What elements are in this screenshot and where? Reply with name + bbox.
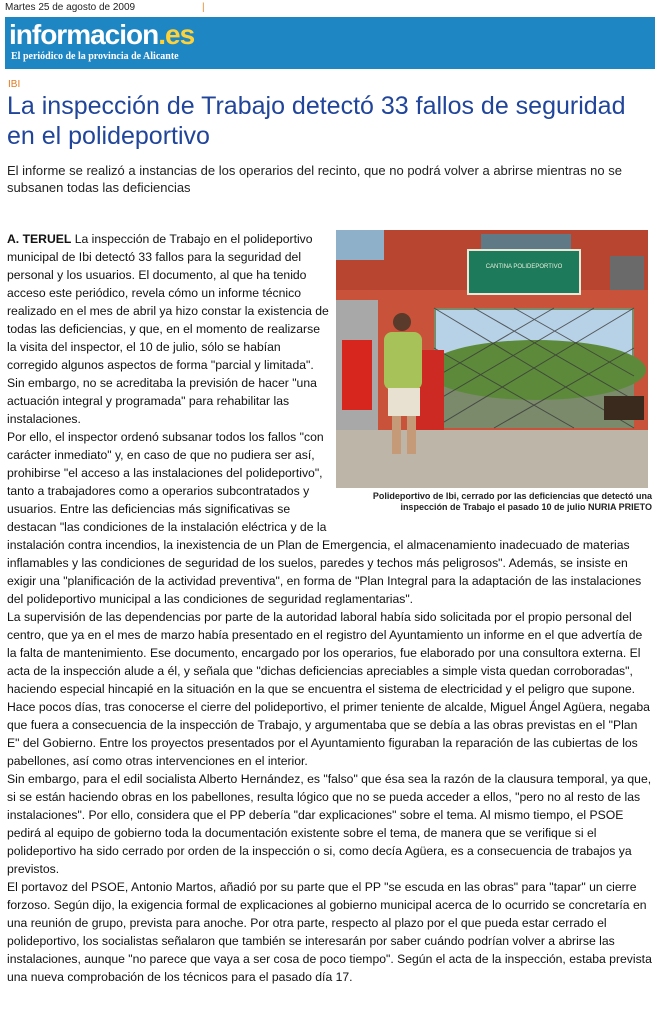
paragraph: Sin embargo, para el edil socialista Alberto Hernández, es "falso" que ésa sea la razón de la clausura temporal, ya que, si se están haciendo obras en los pabellones, resulta lógico que no se pueda acceder a ellos, "pero no al resto de las instalaciones". Por ello, considera que el PP debería "dar explicaciones" sobre el tema. Al mismo tiempo, el PSOE pedirá al equipo de gobierno toda la documentación existente sobre el tema, de manera que se verifique si el polideportivo ha sido cerrado por orden de la inspección o si, como decía Agüera, es a consecuencia de trabajos ya previstos. [7, 772, 652, 876]
masthead [5, 17, 655, 69]
polideportivo-photo [336, 230, 648, 488]
article-subtitle: El informe se realizó a instancias de los operarios del recinto, que no podrá volver a abrirse mientras no se subsanen todas las deficiencias [7, 163, 622, 195]
logo-main: informacion [9, 19, 159, 50]
paragraph: La supervisión de las dependencias por parte de la autoridad laboral había sido solicitada por el propio personal del centro, que ya en el mes de marzo había presentado en el registro del Ayuntamiento un informe en el que advertía de la falta de mantenimiento. Ese documento, encargado por los operarios, fue elaborado por una consultora externa. El acta de la inspección alude a él, y señala que "dichas deficiencias apreciables a simple vista quedan corroboradas", haciendo especial hincapié en la situación en la que se encuentra el sistema de electricidad y el peligro que supone. [7, 610, 643, 696]
dateline-separator: | [202, 2, 205, 13]
article-body [7, 230, 652, 986]
logo-suffix: .es [158, 19, 195, 50]
sign-text: CANTINA POLIDEPORTIVO [485, 264, 563, 270]
paragraph: Por ello, el inspector ordenó subsanar todos los fallos "con carácter inmediato" y, en caso de que no pudiera ser así, prohibirse "el acceso a las instalaciones del polideportivo", tanto a trabajadores como a operarios subcontratados y usuarios. Entre las deficiencias más significativas se destacan "las condiciones de la instalación eléctrica y de la instalación contra incendios, la inexistencia de un Plan de Emergencia, el almacenamiento inadecuado de materias inflamables y las condiciones de seguridad de los suelos, paredes y techos más peligrosos". Además, se insiste en exigir una "planificación de la actividad preventiva", en forma de "Plan Integral para la adaptación de las instalaciones del polideportivo municipal a las condiciones de seguridad reglamentarias". [7, 430, 642, 606]
article-headline: La inspección de Trabajo detectó 33 fallos de seguridad en el polideportivo [7, 92, 626, 150]
section-label: IBI [8, 79, 21, 90]
article-figure [336, 230, 652, 513]
author-byline: A. TERUEL [7, 232, 72, 246]
tagline: El periódico de la provincia de Alicante [11, 51, 179, 62]
paragraph: Hace pocos días, tras conocerse el cierre del polideportivo, el primer teniente de alcalde, Miguel Ángel Agüera, negaba que fuera a consecuencia de la inspección de Trabajo, y argumentaba que se debía a las obras previstas en el "Plan E" del Gobierno. Entre los proyectos presentados por el Ayuntamiento figuraban la reparación de las cubiertas de los pabellones, así como otras intervenciones en el interior. [7, 700, 650, 768]
dateline: Martes 25 de agosto de 2009 [5, 2, 136, 13]
paragraph-text: La inspección de Trabajo en el polideportivo municipal de Ibi detectó 33 fallos para la seguridad del personal y los usuarios. El documento, al que ha tenido acceso este periódico, revela cómo un informe técnico realizado en el mes de abril ya hizo constar la existencia de todas las deficiencias, y que, en el momento de realizarse la visita del inspector, el 10 de julio, sólo se habían corregido algunos aspectos de forma "parcial y limitada". Sin embargo, no se acreditaba la previsión de hacer "una actuación integral y programada" para rehabilitar las instalaciones. [7, 232, 329, 426]
dateline-bar [5, 2, 655, 16]
paragraph: El portavoz del PSOE, Antonio Martos, añadió por su parte que el PP "se escuda en las obras" para "tapar" un cierre forzoso. Según dijo, la exigencia formal de explicaciones al gobierno municipal acerca de lo ocurrido se concretaría en una reunión de grupo, prevista para anoche. Por otra parte, respecto al plazo por el que pueda estar cerrado el polideportivo, los socialistas señalaron que también se interesarán por saber cuándo podrían volver a abrirse las instalaciones, aunque "no parece que vaya a ser cosa de poco tiempo". Según el acta de la inspección, estaba prevista una nueva comprobación de los técnicos para el pasado día 17. [7, 880, 652, 984]
newspaper-logo[interactable] [9, 19, 194, 51]
photo-caption: Polideportivo de Ibi, cerrado por las deficiencias que detectó una inspección de Trabajo el pasado 10 de julio NURIA PRIETO [372, 491, 652, 512]
